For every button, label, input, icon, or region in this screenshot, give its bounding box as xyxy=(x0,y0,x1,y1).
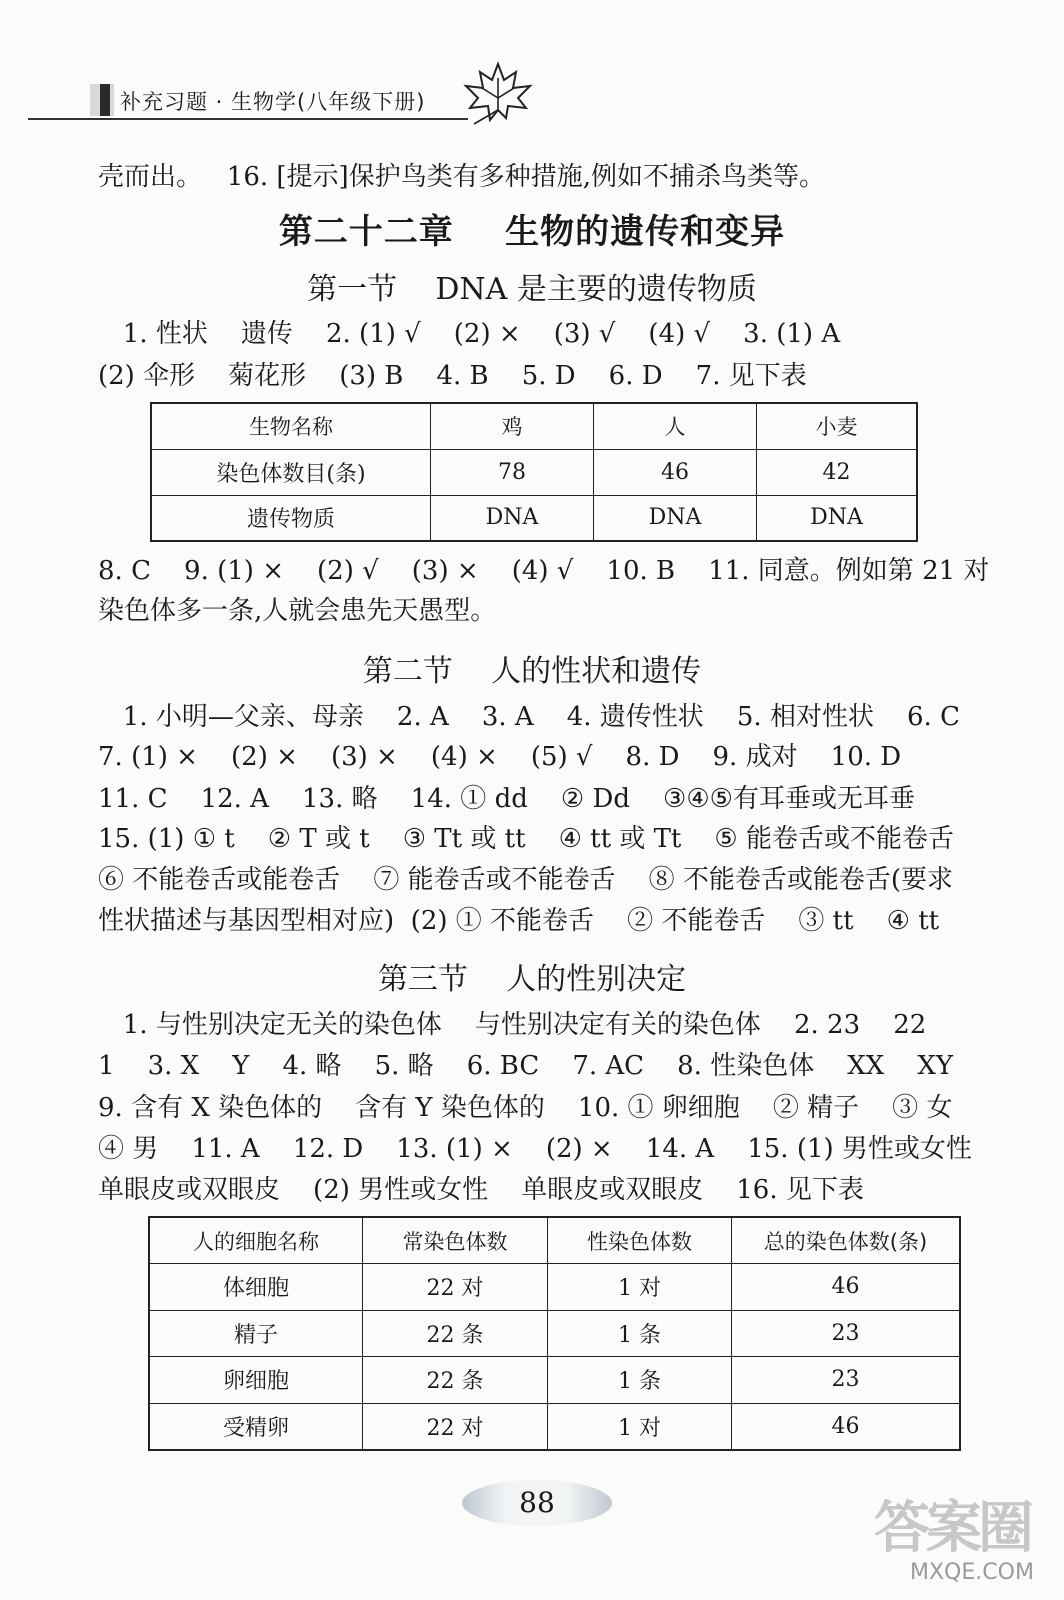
page-header xyxy=(28,76,518,124)
table-cell: 体细胞 xyxy=(149,1264,363,1311)
table-cell: 受精卵 xyxy=(149,1403,363,1450)
text-line: 7. (1) × (2) × (3) × (4) × (5) √ 8. D 9. 成对 10. D xyxy=(98,742,902,772)
table-cell: 22 对 xyxy=(363,1264,548,1311)
maple-leaf-icon xyxy=(458,58,538,128)
table-header-cell: 小麦 xyxy=(757,403,918,449)
text-line: (2) 伞形 菊花形 (3) B 4. B 5. D 6. D 7. 见下表 xyxy=(98,361,807,391)
page-number: 88 xyxy=(519,1486,555,1519)
table-cell: 23 xyxy=(732,1310,961,1357)
table-row xyxy=(149,1403,960,1450)
table-cell: 染色体数目(条) xyxy=(151,449,431,495)
table-cell: 23 xyxy=(732,1357,961,1404)
table-cell: DNA xyxy=(431,495,594,541)
table-header-cell: 人的细胞名称 xyxy=(149,1217,363,1264)
table-cell: 1 对 xyxy=(548,1403,732,1450)
text-line: 8. C 9. (1) × (2) √ (3) × (4) √ 10. B 11. 同意。例如第 21 对 xyxy=(98,556,990,586)
text-line: 1 3. X Y 4. 略 5. 略 6. BC 7. AC 8. 性染色体 XX XY xyxy=(98,1051,954,1081)
table-row xyxy=(151,449,917,495)
text-line: ④ 男 11. A 12. D 13. (1) × (2) × 14. A 15. (1) 男性或女性 xyxy=(98,1134,972,1164)
text-line: 壳而出。 16. [提示]保护鸟类有多种措施,例如不捕杀鸟类等。 xyxy=(98,162,825,192)
table-cell: 1 条 xyxy=(548,1310,732,1357)
header-rule xyxy=(28,118,468,120)
watermark-logo: 答案圈 xyxy=(874,1496,1030,1561)
text-line: 性状描述与基因型相对应) (2) ① 不能卷舌 ② 不能卷舌 ③ tt ④ tt xyxy=(98,906,940,936)
text-line: 1. 与性别决定无关的染色体 与性别决定有关的染色体 2. 23 22 xyxy=(98,1010,927,1040)
page-number-badge xyxy=(462,1480,612,1526)
table-cell: 1 对 xyxy=(548,1264,732,1311)
table-cell: DNA xyxy=(594,495,757,541)
table-cell: 46 xyxy=(732,1403,961,1450)
table-row xyxy=(149,1310,960,1357)
table-cell: 42 xyxy=(757,449,918,495)
table-header-cell: 常染色体数 xyxy=(363,1217,548,1264)
header-bar-accent xyxy=(100,84,110,116)
table-cell: 78 xyxy=(431,449,594,495)
table-cell: 22 条 xyxy=(363,1310,548,1357)
text-line: 15. (1) ① t ② T 或 t ③ Tt 或 tt ④ tt 或 Tt ⑤ 能卷舌或不能卷舌 xyxy=(98,824,955,854)
table-cell: 22 对 xyxy=(363,1403,548,1450)
table-header-cell: 性染色体数 xyxy=(548,1217,732,1264)
text-line: 9. 含有 X 染色体的 含有 Y 染色体的 10. ① 卵细胞 ② 精子 ③ 女 xyxy=(98,1093,953,1123)
text-line: 单眼皮或双眼皮 (2) 男性或女性 单眼皮或双眼皮 16. 见下表 xyxy=(98,1175,864,1205)
section-title-3: 第三节 人的性别决定 xyxy=(377,962,687,997)
section-title-1: 第一节 DNA 是主要的遗传物质 xyxy=(307,272,757,307)
table-cell: 22 条 xyxy=(363,1357,548,1404)
table-header-cell: 人 xyxy=(594,403,757,449)
text-line: 1. 性状 遗传 2. (1) √ (2) × (3) √ (4) √ 3. (1) A xyxy=(98,319,841,349)
table-header-cell: 总的染色体数(条) xyxy=(732,1217,961,1264)
table-cell: DNA xyxy=(757,495,918,541)
sex-chromosome-table xyxy=(148,1216,961,1451)
table-cell: 1 条 xyxy=(548,1357,732,1404)
watermark-url: MXQE.COM xyxy=(910,1560,1034,1585)
text-line: ⑥ 不能卷舌或能卷舌 ⑦ 能卷舌或不能卷舌 ⑧ 不能卷舌或能卷舌(要求 xyxy=(98,865,954,895)
chromosome-table xyxy=(150,402,918,542)
chapter-title: 第二十二章 生物的遗传和变异 xyxy=(278,212,786,252)
table-header-cell: 生物名称 xyxy=(151,403,431,449)
watermark xyxy=(870,1480,1060,1590)
table-row xyxy=(151,495,917,541)
section-title-2: 第二节 人的性状和遗传 xyxy=(362,654,702,689)
text-line: 11. C 12. A 13. 略 14. ① dd ② Dd ③④⑤有耳垂或无耳垂 xyxy=(98,784,915,814)
table-header-cell: 鸡 xyxy=(431,403,594,449)
text-line: 1. 小明—父亲、母亲 2. A 3. A 4. 遗传性状 5. 相对性状 6. C xyxy=(98,702,960,732)
table-cell: 46 xyxy=(732,1264,961,1311)
table-cell: 卵细胞 xyxy=(149,1357,363,1404)
text-line: 染色体多一条,人就会患先天愚型。 xyxy=(98,596,497,626)
table-header-row xyxy=(151,403,917,449)
table-row xyxy=(149,1264,960,1311)
table-cell: 精子 xyxy=(149,1310,363,1357)
table-cell: 46 xyxy=(594,449,757,495)
header-title: 补充习题 · 生物学(八年级下册) xyxy=(120,90,426,114)
table-cell: 遗传物质 xyxy=(151,495,431,541)
table-header-row xyxy=(149,1217,960,1264)
table-row xyxy=(149,1357,960,1404)
